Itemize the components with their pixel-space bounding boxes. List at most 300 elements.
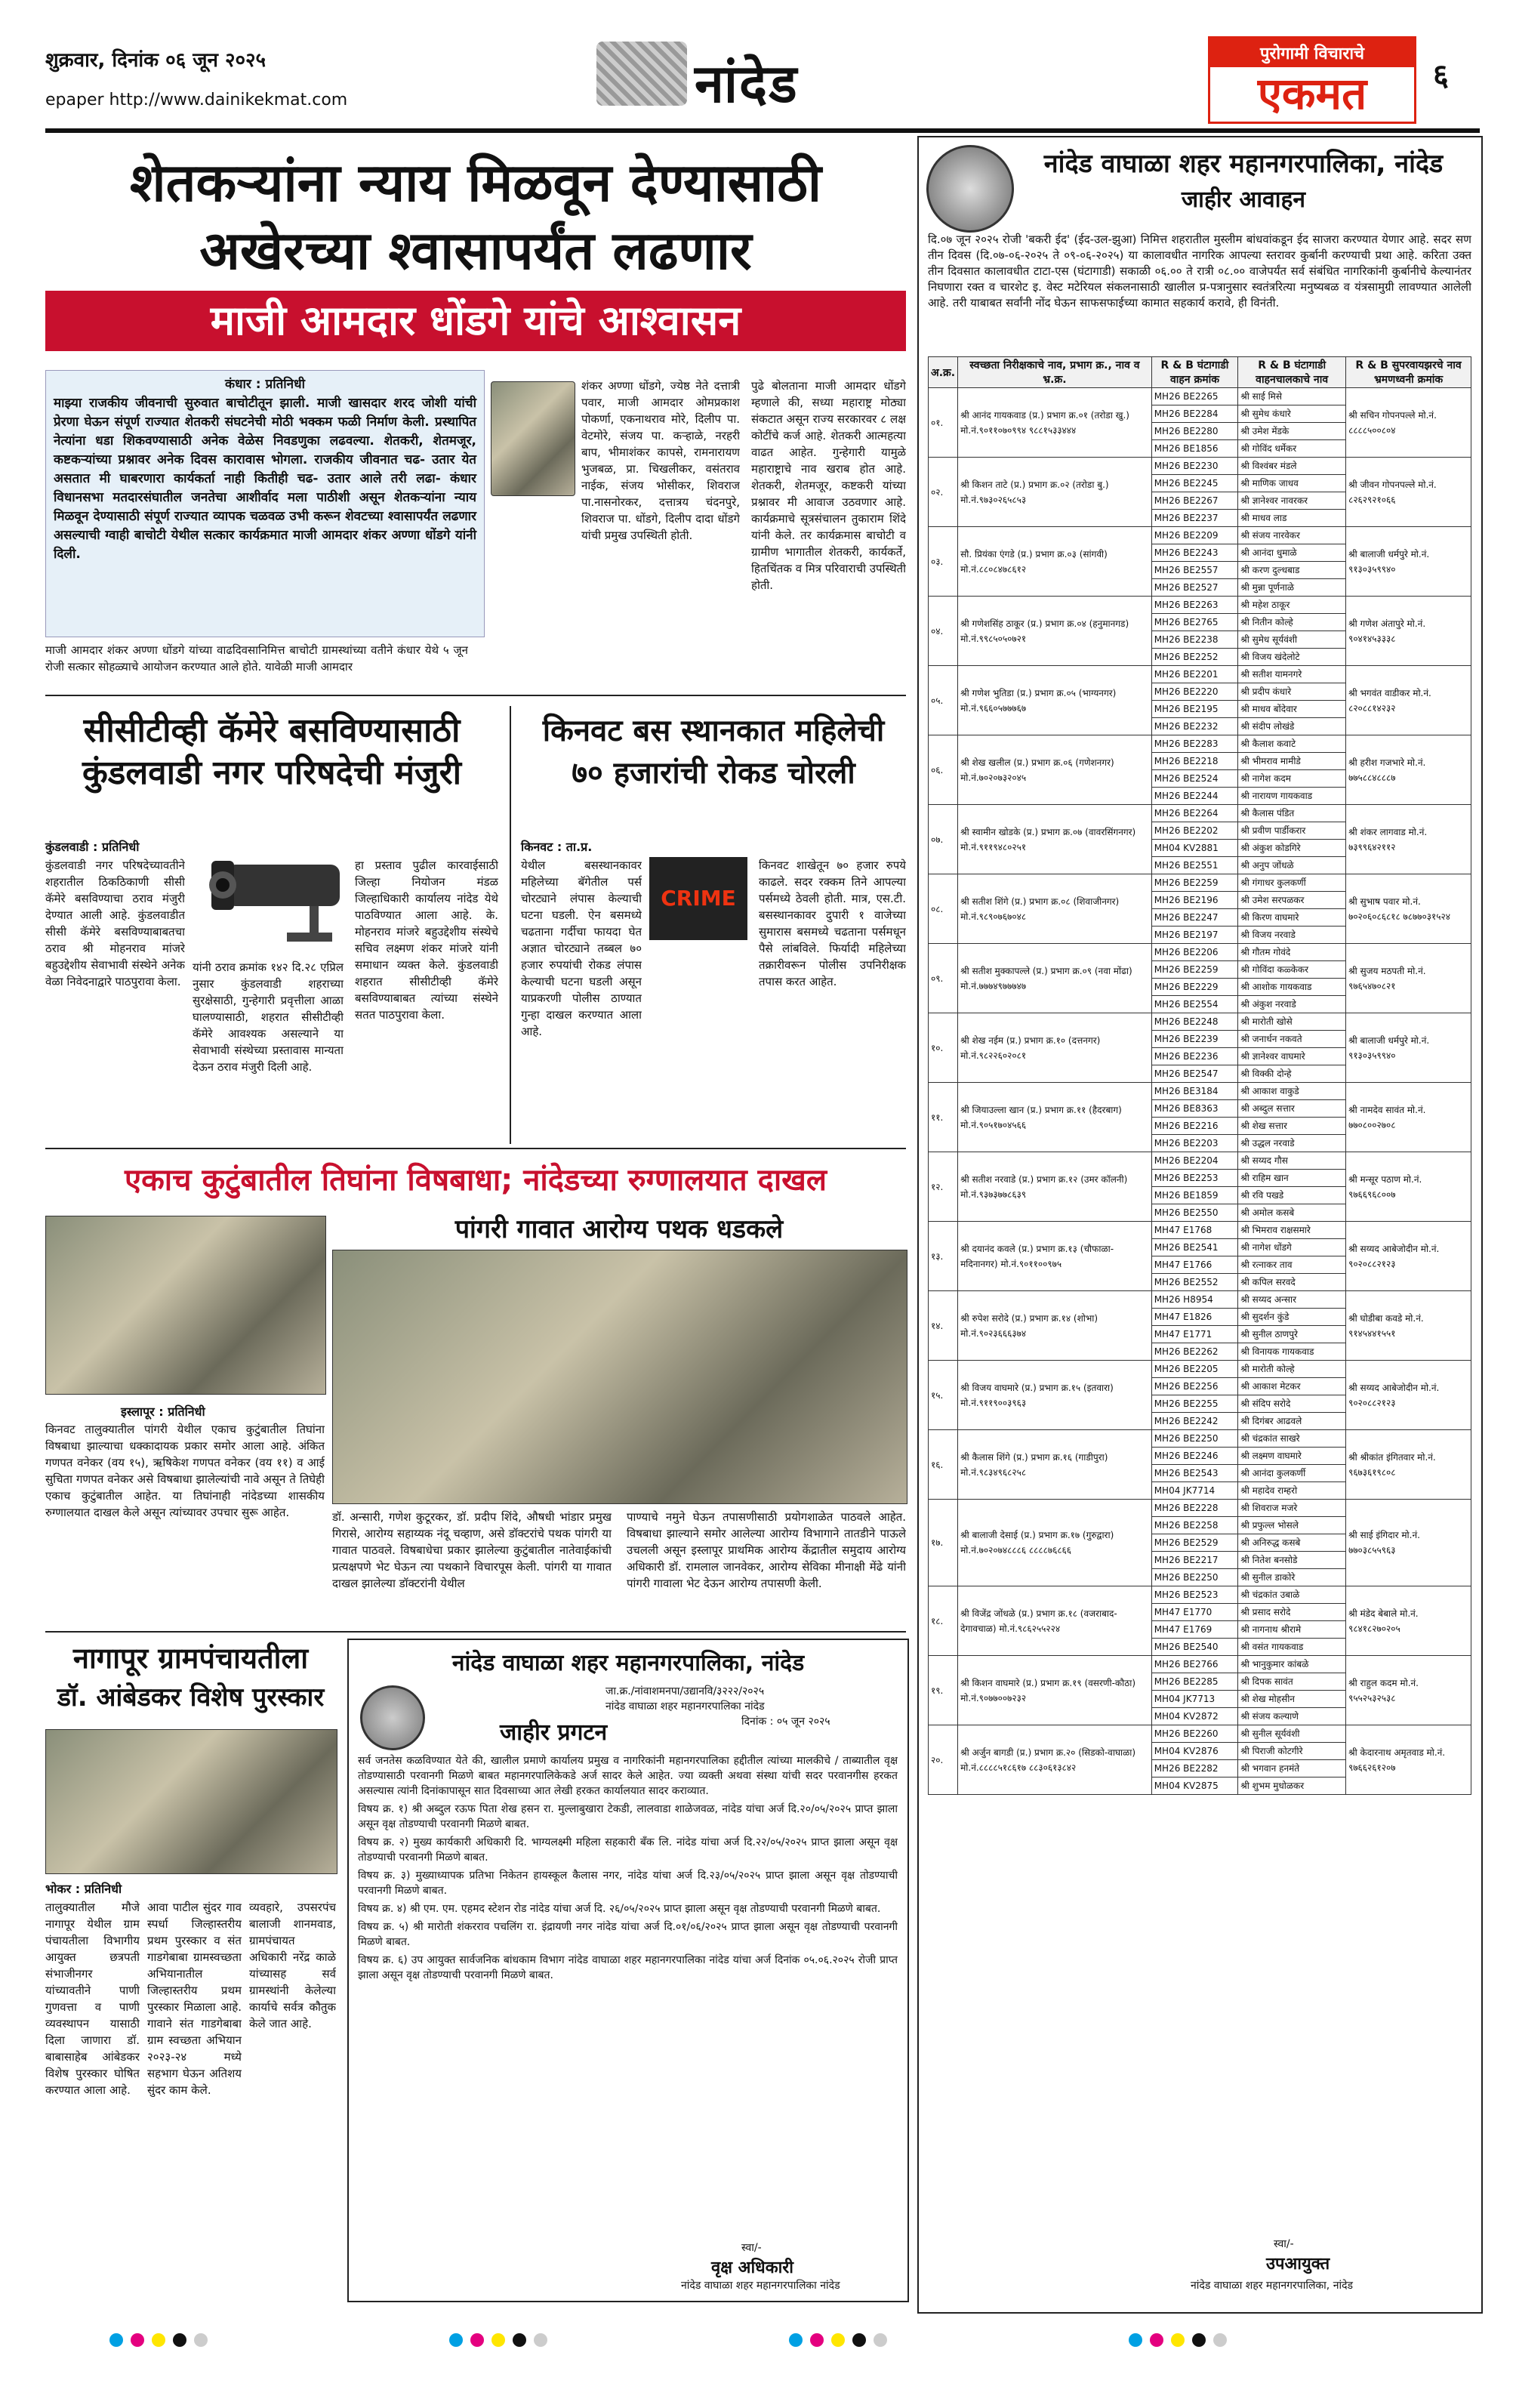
divider [510,706,511,1144]
vehicle-cell: MH26 BE2206 [1151,944,1238,961]
table-row [929,458,1471,475]
driver-cell: श्री करण दुल्धबाड [1238,562,1346,579]
vehicle-cell: MH26 BE2239 [1151,1031,1238,1048]
registration-dot [449,2333,463,2347]
inspector-cell: श्री शेख खलील (प्र.) प्रभाग क्र.०६ (गणेशनगर) मो.नं.७०२०७३२०४५ [958,735,1152,805]
vehicle-cell: MH47 E1766 [1151,1256,1238,1274]
vehicle-cell: MH26 BE2197 [1151,927,1238,944]
vehicle-cell: MH26 BE2259 [1151,874,1238,892]
vehicle-cell: MH26 BE2238 [1151,631,1238,649]
vehicle-cell: MH26 BE2541 [1151,1239,1238,1256]
vehicle-cell: MH26 BE2250 [1151,1569,1238,1586]
lead-intro-box [45,370,485,637]
table-header-cell: R & B सुपरवायझरचे नाव भ्रमणध्वनी क्रमांक [1346,357,1471,388]
corporation-seal [360,1685,425,1750]
brand-name: एकमत [1257,68,1367,119]
vehicle-cell: MH26 BE2282 [1151,1760,1238,1777]
table-header-cell: R & B घंटागाडी वाहन क्रमांक [1151,357,1238,388]
driver-cell: श्री विक्की दोन्हे [1238,1065,1346,1083]
vehicle-cell: MH26 BE2265 [1151,388,1238,405]
registration-dot [852,2333,866,2347]
tree-notice-org: नांदेड वाघाळा शहर महानगरपालिका, नांदेड [451,1650,805,1676]
supervisor-cell: श्री राहुल कदम मो.नं. ९५५२५३२५३८ [1346,1656,1471,1725]
vehicle-cell: MH26 BE3184 [1151,1083,1238,1100]
supervisor-cell: श्री भगवंत वाडीकर मो.नं. ८२०८८१४२३२ [1346,666,1471,735]
inspector-cell: श्री सतीश शिंगे (प्र.) प्रभाग क्र.०८ (शिवाजीनगर) मो.नं.९८९०७६७०४८ [958,874,1152,944]
table-row [929,1013,1471,1031]
driver-cell: श्री रत्नाकर ताव [1238,1256,1346,1274]
masthead-rule [45,128,1480,133]
city-emblem-image [596,42,687,106]
registration-dot [194,2333,208,2347]
row-number-cell: ११. [929,1083,958,1152]
tree-notice-item: विषय क्र. ६) उप आयुक्त सार्वजनिक बांधकाम विभाग नांदेड वाघाळा शहर महानगरपालिका नांदेड यांचा अर्ज दिनांक ०५.०६.२०२५ रोजी प्राप्त झाला असून वृक्ष तोडण्याची परवानगी मिळणे बाबत. [358,1954,898,1981]
driver-cell: श्री ज्ञानेश्वर वाघमारे [1238,1048,1346,1065]
driver-cell: श्री वसंत गायकवाड [1238,1639,1346,1656]
tree-notice-item: विषय क्र. २) मुख्य कार्यकारी अधिकारी दि. भाग्यलक्ष्मी महिला सहकारी बँक लि. नांदेड यांचा अर्ज दि.२२/०५/२०२५ प्राप्त झाला असून वृक्ष तोडण्याची परवानगी मिळणे बाबत. [358,1836,898,1864]
tree-notice-box [347,1639,909,2302]
vehicle-cell: MH26 BE1856 [1151,440,1238,458]
inspector-cell: श्री किशन ताटे (प्र.) प्रभाग क्र.०२ (तरोडा बु.) मो.नं.९७३०२६५८५३ [958,458,1152,527]
corporation-seal [926,145,1014,233]
row-number-cell: ०४. [929,597,958,666]
vehicle-cell: MH26 BE2252 [1151,649,1238,666]
driver-cell: श्री शेख सत्तार [1238,1118,1346,1135]
tree-notice-title: जाहीर प्रगटन [500,1719,608,1746]
driver-cell: श्री आकाश वाकुडे [1238,1083,1346,1100]
eid-notice-sign: स्वा/- [1274,2238,1294,2250]
driver-cell: श्री गोविंद धर्मेकर [1238,440,1346,458]
driver-cell: श्री गंगाधर कुलकर्णी [1238,874,1346,892]
row-number-cell: १५. [929,1361,958,1430]
vehicle-cell: MH26 BE2547 [1151,1065,1238,1083]
lead-intro: माझ्या राजकीय जीवनाची सुरुवात बाचोटीतून झाली. माजी खासदार शरद जोशी यांची प्रेरणा घेऊन संपूर्ण राज्यात शेतकरी संघटनेची मोठी भक्कम फळी निर्माण केली. प्रस्थापित नेत्यांना धडा शिकवण्यासाठी अनेक वेळेस निवडणुका लढवल्या. शेतकरी, शेतमजूर, कष्टकऱ्यांच्या प्रश्नावर अनेक दिवस कारावास भोगला. राजकीय जीवनात चढ- उतार येत असतात मी घाबरणारा कार्यकर्ता नाही कितीही चढ- उतार आले तरी लढा- कंधार विधानसभा मतदारसंघातील जनतेचा आशीर्वाद मला पाठीशी असून शेतकऱ्यांना न्याय मिळवून देण्यासाठी संपूर्ण राज्यात व्यापक चळवळ उभी करून शेवटच्या श्वासापर्यंत लढणार असल्याची ग्वाही बाचोटी येथील सत्कार कार्यक्रमात माजी आमदार शंकर अण्णा धोंडगे यांनी दिली. [54,396,476,562]
lead-body-1: माजी आमदार शंकर अण्णा धोंडगे यांच्या वाढदिवसानिमित्त बाचोटी ग्रामस्थांच्या वतीने कंधार येथे ५ जून रोजी सत्कार सोहळ्याचे आयोजन करण्यात आले होते. यावेळी माजी आमदार [45,643,468,674]
nagpur-body-3: व्यवहारे, उपसरपंच बालाजी शानमवाड, ग्रामपंचायत अधिकारी नरेंद्र काळे यांच्यासह सर्व ग्रामस्थांनी केलेल्या कार्याचे सर्वत्र कौतुक केले जात आहे. [249,1901,336,2030]
row-number-cell: १२. [929,1152,958,1222]
kinwat-headline-2: ७० हजारांची रोकड चोरली [572,756,855,791]
poison-dateline: इस्लापूर : प्रतिनिधी [121,1404,205,1419]
tree-notice-item: विषय क्र. १) श्री अब्दुल रऊफ पिता शेख हसन रा. मुल्लाबुखारा टेकडी, लालवाडा शाळेजवळ, नांदेड यांचा अर्ज दि.२०/०५/२०२५ प्राप्त झाला असून वृक्ष तोडण्याची परवानगी मिळणे बाबत. [358,1803,898,1830]
supervisor-cell: श्री सुजय मठपती मो.नं. ९७६५४७०८२१ [1346,944,1471,1013]
edition-city: नांदेड [695,53,799,115]
registration-dot [513,2333,526,2347]
driver-cell: श्री कैलाश कवाटे [1238,735,1346,753]
table-row [929,1725,1471,1743]
inspector-cell: श्री गणेश भुतिडा (प्र.) प्रभाग क्र.०५ (भाग्यनगर) मो.नं.९६६०५७७७६७ [958,666,1152,735]
vehicle-cell: MH26 BE2243 [1151,544,1238,562]
tree-notice-sign-title: वृक्ष अधिकारी [711,2258,793,2277]
driver-cell: श्री आकाश मेटकर [1238,1378,1346,1395]
tree-notice-intro: सर्व जनतेस कळविण्यात येते की, खालील प्रमाणे कार्यालय प्रमुख व नागरिकांनी महानगरपालिका हद्दीतील त्यांच्या मालकीचे / ताब्यातील वृक्ष तोडण्यासाठी परवानगी मिळणे बाबत महानगरपालिकेकडे अर्ज सादर केले आहेत. ज्या व्यक्ती अथवा संस्था यांची सदर परवानगीस हरकत असल्यास त्यांनी दिनांकापासून सात दिवसाच्या आत लेखी हरकत कार्यालयात सादर कराव्यात. [358,1755,898,1797]
vehicle-cell: MH26 BE2201 [1151,666,1238,683]
registration-dot [1129,2333,1142,2347]
nagpur-headline-1: नागापूर ग्रामपंचायतीला [72,1642,309,1675]
inspector-cell: श्री आनंद गायकवाड (प्र.) प्रभाग क्र.०१ (तरोडा खु.) मो.नं.९०११०७०९९४ ९८८१५३३४४४ [958,388,1152,458]
driver-cell: श्री भिमराव राक्षसमारे [1238,1222,1346,1239]
vehicle-cell: MH26 BE2524 [1151,770,1238,788]
supervisor-cell: श्री सचिन गोपनपल्ले मो.नं. ८८८८५००८०४ [1346,388,1471,458]
driver-cell: श्री विश्वंबर मंडले [1238,458,1346,475]
registration-dot [1150,2333,1163,2347]
driver-cell: श्री विनायक गायकवाड [1238,1343,1346,1361]
tree-notice-sign: स्वा/- [741,2242,762,2254]
driver-cell: श्री मारोती खोसे [1238,1013,1346,1031]
table-row [929,874,1471,892]
registration-dot [534,2333,547,2347]
driver-cell: श्री माधव बोंदेवार [1238,701,1346,718]
row-number-cell: ०५. [929,666,958,735]
divider [45,1631,906,1633]
driver-cell: श्री भगवान हनमंते [1238,1760,1346,1777]
eid-notice-box [917,136,1483,2314]
cctv-body-2: यांनी ठराव क्रमांक १४२ दि.२८ एप्रिल नुसार कुंडलवाडी शहराच्या सुरक्षेसाठी, गुन्हेगारी प्रवृत्तीला आळा घालण्यासाठी, शहरात सीसीटीव्ही कॅमेरे आवश्यक असल्याने या सेवाभावी संस्थेच्या प्रस्तावास मान्यता देऊन ठराव मंजुरी दिली आहे. [193,960,344,1074]
vehicle-cell: MH47 E1770 [1151,1604,1238,1621]
vehicle-cell: MH26 BE2267 [1151,492,1238,510]
driver-cell: श्री सुदर्शन कुंडे [1238,1309,1346,1326]
driver-cell: श्री सतीश यामनगरे [1238,666,1346,683]
vehicle-cell: MH26 BE2550 [1151,1204,1238,1222]
vehicle-cell: MH26 BE2766 [1151,1656,1238,1673]
vehicle-cell: MH26 BE2248 [1151,1013,1238,1031]
eid-notice-sign-title: उपआयुक्त [1266,2255,1330,2274]
driver-cell: श्री सुनील डाकोरे [1238,1569,1346,1586]
inspector-cell: श्री विजेंद्र जोंधळे (प्र.) प्रभाग क्र.१८ (वजराबाद-देगावचाळ) मो.नं.९८६२५५२२४ [958,1586,1152,1656]
tree-notice-item: विषय क्र. ४) श्री एम. एम. एहमद स्टेशन रोड नांदेड यांचा अर्ज दि. २६/०५/२०२५ प्राप्त झाला असून वृक्ष तोडण्याची परवानगी मिळणे बाबत. [358,1903,881,1915]
page-number: ६ [1433,58,1449,93]
table-row [929,1291,1471,1309]
driver-cell: श्री सुमेध सूर्यवंशी [1238,631,1346,649]
lead-body-2: शंकर अण्णा धोंडगे, ज्येष्ठ नेते दत्तात्री पवार, माजी आमदार ओमप्रकाश पोकर्णा, एकनाथराव मोरे, दिलीप पा. वेटमोरे, संजय पा. कऱ्हाळे, नरहरी बाप, भीमाशंकर कापसे, रामनारायण भुजबळ, प्रा. चिखलीकर, वसंतराव नाईक, संजय भोसीकर, शिवराज पा.नासनोरकर, दत्तात्रय चंदनपुरे, शिवराज पा. धोंडगे, दिलीप दादा धोंडगे यांची प्रमुख उपस्थिती होती. [581,379,740,542]
driver-cell: श्री विजय खंदेलोटे [1238,649,1346,666]
driver-cell: श्री माधव लाड [1238,510,1346,527]
vehicle-cell: MH26 BE2263 [1151,597,1238,614]
lead-subhead: माजी आमदार धोंडगे यांचे आश्वासन [45,291,906,351]
driver-cell: श्री महेश ठाकूर [1238,597,1346,614]
driver-cell: श्री प्रसाद सरोदे [1238,1604,1346,1621]
nagpur-body-1: तालुक्यातील मौजे नागापूर येथील ग्राम पंचायतीला विभागीय आयुक्त छत्रपती संभाजीनगर यांच्यावतीने पाणी गुणवत्ता व पाणी व्यवस्थापन यासाठी दिला जाणारा डॉ. बाबासाहेब आंबेडकर विशेष पुरस्कार घोषित करण्यात आला आहे. [45,1901,140,2097]
cctv-headline-2: कुंडलवाडी नगर परिषदेची मंजुरी [82,754,461,792]
registration-dot [152,2333,165,2347]
nagpur-headline-2: डॉ. आंबेडकर विशेष पुरस्कार [57,1682,325,1713]
vehicle-cell: MH26 BE2523 [1151,1586,1238,1604]
vehicle-cell: MH26 BE2232 [1151,718,1238,735]
epaper-url[interactable]: epaper http://www.dainikekmat.com [45,91,348,109]
tree-notice-item: विषय क्र. ५) श्री मारोती शंकरराव पचलिंग रा. इंद्रायणी नगर नांदेड यांचा अर्ज दि.०१/०६/२०२५ प्राप्त झाला असून वृक्ष तोडण्याची परवानगी मिळणे बाबत. [358,1921,898,1948]
issue-date: शुक्रवार, दिनांक ०६ जून २०२५ [45,49,267,72]
driver-cell: श्री माणिक जाधव [1238,475,1346,492]
row-number-cell: १६. [929,1430,958,1500]
table-row [929,1152,1471,1170]
vehicle-cell: MH26 BE8363 [1151,1100,1238,1118]
kinwat-headline-1: किनवट बस स्थानकात महिलेची [542,714,885,748]
registration-dot [1171,2333,1185,2347]
table-row [929,944,1471,961]
vehicle-cell: MH26 BE2255 [1151,1395,1238,1413]
poison-photo-1 [45,1216,326,1395]
driver-cell: श्री संजय नारवेकर [1238,527,1346,544]
row-number-cell: १९. [929,1656,958,1725]
driver-cell: श्री पिराजी कोटगीरे [1238,1743,1346,1760]
driver-cell: श्री चंद्रकांत साखरे [1238,1430,1346,1448]
driver-cell: श्री शिवराज मजरे [1238,1500,1346,1517]
driver-cell: श्री नारायण गायकवाड [1238,788,1346,805]
vehicle-cell: MH26 BE2262 [1151,1343,1238,1361]
vehicle-cell: MH47 E1768 [1151,1222,1238,1239]
driver-cell: श्री आनंदा धुमाळे [1238,544,1346,562]
registration-dot [109,2333,123,2347]
cctv-dateline: कुंडलवाडी : प्रतिनिधी [45,840,140,854]
vehicle-cell: MH04 KV2876 [1151,1743,1238,1760]
driver-cell: श्री उद्धल नरवाडे [1238,1135,1346,1152]
vehicle-cell: MH26 H8954 [1151,1291,1238,1309]
supervisor-cell: श्री बालाजी धर्मपुरे मो.नं. ९१३०३५९९४० [1346,1013,1471,1083]
lead-headline-1: शेतकऱ्यांना न्याय मिळवून देण्यासाठी [129,152,822,214]
vehicle-cell: MH26 BE2242 [1151,1413,1238,1430]
vehicle-cell: MH04 JK7714 [1151,1482,1238,1500]
driver-cell: श्री दिगंबर आढवले [1238,1413,1346,1430]
driver-cell: श्री मारोती कोल्हे [1238,1361,1346,1378]
vehicle-cell: MH26 BE2554 [1151,996,1238,1013]
lead-body-3: पुढे बोलताना माजी आमदार धोंडगे म्हणाले की, सध्या महाराष्ट्र मोठ्या संकटात असून राज्य सरकारवर ८ लक्ष कोटींचे कर्ज आहे. शेतकरी आत्महत्या वाढत आहेत. गुन्हेगारी यामुळे महाराष्ट्राचे नाव खराब होत आहे. शेतकरी, शेतमजूर, कष्टकरी यांच्या प्रश्नावर मी आवाज उठवणार आहे. कार्यक्रमाचे सूत्रसंचालन तुकाराम शिंदे यांनी केले. तर कार्यक्रमास बाचोटी व ग्रामीण भागातील शेतकरी, कार्यकर्ते, हितचिंतक व मित्र परिवाराची उपस्थिती होती. [751,379,906,592]
cctv-body-1: कुंडलवाडी नगर परिषदेच्यावतीने शहरातील ठिकठिकाणी सीसी कॅमेरे बसविण्याचा ठराव मंजुरी देण्यात आली आहे. कुंडलवाडीत सीसी कॅमेरे बसविण्याबाबतचा ठराव श्री मोहनराव मांजरे बहुउद्देशीय सेवाभावी संस्थेने अनेक वेळा निवेदनाद्वारे पाठपुरावा केला. [45,859,185,988]
driver-cell: श्री सुनील सूर्यवंशी [1238,1725,1346,1743]
driver-cell: श्री नितीन कोल्हे [1238,614,1346,631]
row-number-cell: ०७. [929,805,958,874]
vehicle-cell: MH26 BE2551 [1151,857,1238,874]
vehicle-cell: MH26 BE2280 [1151,423,1238,440]
driver-cell: श्री रवि पखडे [1238,1187,1346,1204]
table-header-cell: R & B घंटागाडी वाहनचालकाचे नाव [1238,357,1346,388]
supervisor-cell: श्री घोडीबा कवडे मो.नं. ९१४५४४१५५१ [1346,1291,1471,1361]
driver-cell: श्री सय्यद गौस [1238,1152,1346,1170]
driver-cell: श्री आशोक गायकवाड [1238,979,1346,996]
poison-headline: एकाच कुटुंबातील तिघांना विषबाधा; नांदेडच्या रुग्णालयात दाखल [124,1163,827,1198]
inspector-cell: श्री किशन वाघमारे (प्र.) प्रभाग क्र.१९ (वसरणी-कौठा) मो.नं.९०७७००७२३२ [958,1656,1152,1725]
inspector-cell: श्री विजय वाघमारे (प्र.) प्रभाग क्र.१५ (इतवारा) मो.नं.९११९००३९६३ [958,1361,1152,1430]
vehicle-cell: MH26 BE2552 [1151,1274,1238,1291]
vehicle-cell: MH47 E1771 [1151,1326,1238,1343]
supervisor-cell: श्री हरीश गजभारे मो.नं. ७७५८८४८८८७ [1346,735,1471,805]
row-number-cell: १०. [929,1013,958,1083]
inspector-cell: सौ. प्रियंका एंगडे (प्र.) प्रभाग क्र.०३ (सांगवी) मो.नं.८८०८४७८६१२ [958,527,1152,597]
table-header-cell: स्वच्छता निरीक्षकाचे नाव, प्रभाग क्र., नाव व भ्र.क्र. [958,357,1152,388]
driver-cell: श्री सय्यद अन्सार [1238,1291,1346,1309]
supervisor-cell: श्री मन्सूर पठाण मो.नं. ९७६६९६८००७ [1346,1152,1471,1222]
vehicle-cell: MH26 BE2250 [1151,1430,1238,1448]
table-row [929,666,1471,683]
nagpur-dateline: भोकर : प्रतिनिधी [45,1882,122,1896]
driver-cell: श्री सुनील ठाणपुरे [1238,1326,1346,1343]
driver-cell: श्री नागेश कदम [1238,770,1346,788]
vehicle-cell: MH26 BE2283 [1151,735,1238,753]
row-number-cell: ०२. [929,458,958,527]
vehicle-cell: MH26 BE2236 [1151,1048,1238,1065]
print-registration-marks [106,2333,1465,2350]
driver-cell: श्री किरण वाघमारे [1238,909,1346,927]
vehicle-cell: MH26 BE2543 [1151,1465,1238,1482]
kinwat-body-2: किनवट शाखेतून ७० हजार रुपये काढले. सदर रक्कम तिने आपल्या पर्समध्ये ठेवली होती. मात्र, एस.टी. बसस्थानकावर दुपारी १ वाजेच्या सुमारास बसमध्ये चढताना पर्समधून पैसे लांबविले. फिर्यादी महिलेच्या तक्रारीवरून पोलीस उपनिरीक्षक तपास करत आहेत. [759,859,906,988]
supervisor-cell: श्री नामदेव सावंत मो.नं. ७७०८००२७०८ [1346,1083,1471,1152]
vehicle-cell: MH26 BE2220 [1151,683,1238,701]
vehicle-cell: MH26 BE2218 [1151,753,1238,770]
vehicle-cell: MH26 BE1859 [1151,1187,1238,1204]
registration-dot [789,2333,803,2347]
inspector-cell: श्री अर्जुन बागडी (प्र.) प्रभाग क्र.२० (सिडको-वाघाळा) मो.नं.८८८८५१८६१७ ८८३०६१३८४२ [958,1725,1152,1795]
driver-cell: श्री आनंदा कुलकर्णी [1238,1465,1346,1482]
supervisor-cell: श्री सय्यद आबेजोदीन मो.नं. ९०२०८८२१२३ [1346,1361,1471,1430]
vehicle-cell: MH26 BE2202 [1151,822,1238,840]
vehicle-cell: MH26 BE2237 [1151,510,1238,527]
table-row [929,1361,1471,1378]
driver-cell: श्री जनार्धन नकवते [1238,1031,1346,1048]
row-number-cell: १३. [929,1222,958,1291]
cctv-camera-image [196,838,347,951]
vehicle-cell: MH47 E1826 [1151,1309,1238,1326]
driver-cell: श्री लक्ष्मण वाघमारे [1238,1448,1346,1465]
inspector-cell: श्री स्वामीन खोडके (प्र.) प्रभाग क्र.०७ (वावरसिंगनगर) मो.नं.९११९४८०२५१ [958,805,1152,874]
nagpur-photo [45,1729,337,1874]
vehicle-cell: MH04 JK7713 [1151,1691,1238,1708]
row-number-cell: १८. [929,1586,958,1656]
driver-cell: श्री नितेश बनसोडे [1238,1552,1346,1569]
vehicle-cell: MH26 BE2765 [1151,614,1238,631]
supervisor-cell: श्री शंकर लागवाड मो.नं. ७३९९६४२११२ [1346,805,1471,874]
driver-cell: श्री शेख मोहसीन [1238,1691,1346,1708]
driver-cell: श्री शुभम मुधोळकर [1238,1777,1346,1795]
vehicle-cell: MH04 KV2875 [1151,1777,1238,1795]
cctv-headline-1: सीसीटीव्ही कॅमेरे बसविण्यासाठी [83,711,461,750]
registration-dot [831,2333,845,2347]
eid-schedule-table [928,356,1471,1795]
poison-photo-2 [332,1250,907,1504]
table-row [929,1222,1471,1239]
lead-dateline: कंधार : प्रतिनिधी [225,377,305,392]
table-row [929,1586,1471,1604]
eid-notice-title: जाहीर आवाहन [1181,187,1306,213]
supervisor-cell: श्री गणेश अंतापुरे मो.नं. ९०४१४५३३३८ [1346,597,1471,666]
lead-headline-2: अखेरच्या श्वासापर्यंत लढणार [199,220,752,282]
crime-graphic: CRIME [649,857,747,940]
driver-cell: श्री नागनाथ श्रीरामे [1238,1621,1346,1639]
table-row [929,388,1471,405]
vehicle-cell: MH04 KV2881 [1151,840,1238,857]
inspector-cell: श्री गणेशसिंह ठाकूर (प्र.) प्रभाग क्र.०४ (हनुमानगड) मो.नं.९९८५०५०७२१ [958,597,1152,666]
supervisor-cell: श्री मंडेद बेबाले मो.नं. ९८४१८२७०२०५ [1346,1586,1471,1656]
supervisor-cell: श्री बालाजी धर्मपुरे मो.नं. ९१३०३५९९४० [1346,527,1471,597]
driver-cell: श्री उमेश मेंडके [1238,423,1346,440]
vehicle-cell: MH26 BE2557 [1151,562,1238,579]
row-number-cell: १४. [929,1291,958,1361]
driver-cell: श्री मुन्ना पूर्णनाळे [1238,579,1346,597]
table-row [929,1656,1471,1673]
driver-cell: श्री दिपक सावंत [1238,1673,1346,1691]
table-row [929,1430,1471,1448]
driver-cell: श्री संदीप लोखंडे [1238,718,1346,735]
poison-subhead: पांगरी गावात आरोग्य पथक धडकले [454,1214,784,1244]
tree-notice-ref2: नांदेड वाघाळा शहर महानगरपालिका नांदेड [605,1700,765,1713]
vehicle-cell: MH26 BE2246 [1151,1448,1238,1465]
supervisor-cell: श्री सय्यद आबेजोदीन मो.नं. ९०२०८८२१२३ [1346,1222,1471,1291]
vehicle-cell: MH26 BE2195 [1151,701,1238,718]
table-row [929,527,1471,544]
inspector-cell: श्री रुपेश सरोदे (प्र.) प्रभाग क्र.१४ (शोभा) मो.नं.९०२३६६६३७४ [958,1291,1152,1361]
vehicle-cell: MH26 BE2244 [1151,788,1238,805]
kinwat-dateline: किनवट : ता.प्र. [521,840,593,854]
table-row [929,1500,1471,1517]
row-number-cell: ०८. [929,874,958,944]
driver-cell: श्री अंकुश कोडगिरे [1238,840,1346,857]
vehicle-cell: MH26 BE2253 [1151,1170,1238,1187]
driver-cell: श्री संजय कल्याणे [1238,1708,1346,1725]
inspector-cell: श्री शेख नईम (प्र.) प्रभाग क्र.१० (दत्तनगर) मो.नं.९८२२६०२०८१ [958,1013,1152,1083]
driver-cell: श्री प्रदीप कंधारे [1238,683,1346,701]
row-number-cell: १७. [929,1500,958,1586]
table-row [929,1083,1471,1100]
registration-dot [491,2333,505,2347]
vehicle-cell: MH26 BE2216 [1151,1118,1238,1135]
vehicle-cell: MH26 BE2540 [1151,1639,1238,1656]
driver-cell: श्री महादेव राम्हरो [1238,1482,1346,1500]
driver-cell: श्री उमेश सरपळकर [1238,892,1346,909]
registration-dot [874,2333,887,2347]
driver-cell: श्री प्रफुल्ल भोसले [1238,1517,1346,1534]
leader-portrait [491,381,575,496]
brand-logo [1208,36,1416,124]
table-header-cell: अ.क्र. [929,357,958,388]
divider [45,695,906,696]
vehicle-cell: MH26 BE2264 [1151,805,1238,822]
tree-notice-body [358,1753,898,2237]
vehicle-cell: MH26 BE2285 [1151,1673,1238,1691]
driver-cell: श्री नागेश धोंडगे [1238,1239,1346,1256]
inspector-cell: श्री जियाउल्ला खान (प्र.) प्रभाग क्र.११ (हैदरबाग) मो.नं.९०५१७०४५६६ [958,1083,1152,1152]
tree-notice-date: दिनांक : ०५ जून २०२५ [741,1716,830,1728]
driver-cell: श्री अनिरुद्ध कसबे [1238,1534,1346,1552]
supervisor-cell: श्री जीवन गोपनपल्ले मो.नं. ८२६२९२१०६६ [1346,458,1471,527]
supervisor-cell: श्री केदारनाथ अमृतवाड मो.नं. ९७६६२६१२०७ [1346,1725,1471,1795]
kinwat-body-2a [649,948,747,1140]
supervisor-cell: श्री श्रीकांत इंगितवार मो.नं. ९६७३६१९८०८ [1346,1430,1471,1500]
nagpur-body-2: आवा पाटील सुंदर गाव स्पर्धा जिल्हास्तरीय प्रथम पुरस्कार व संत गाडगेबाबा ग्रामस्वच्छता अभियानातील जिल्हास्तरीय प्रथम पुरस्कार मिळाला आहे. गावाने संत गाडगेबाबा ग्राम स्वच्छता अभियान २०२३-२४ मध्ये सहभाग घेऊन अतिशय सुंदर काम केले. [147,1901,242,2097]
vehicle-cell: MH26 BE2529 [1151,1534,1238,1552]
registration-dot [810,2333,824,2347]
driver-cell: श्री ज्ञानेश्वर नावरकर [1238,492,1346,510]
registration-dot [1192,2333,1206,2347]
registration-dot [1213,2333,1227,2347]
eid-notice-body: दि.०७ जून २०२५ रोजी 'बकरी ईद' (ईद-उल-झुआ) निमित्त शहरातील मुस्लीम बांधवांकडून ईद साजरा करण्यात येणार आहे. सदर सण तीन दिवस (दि.०७-०६-२०२५ ते ०९-०६-२०२५) या कालावधीत नागरिक आपल्या स्तरावर कुर्बानी करण्याची प्रथा आहे. करिता उक्त तीन दिवसात कालावधीत टाटा-एस (घंटागाडी) सकाळी ०६.०० ते रात्री ०८.०० वाजेपर्यंत सर्व संबंधित नागरिकांनी कुर्बानीचे केल्यानंतर निघणारा रक्त व चारशेट इ. वेस्ट मटेरियल संकलनासाठी खालील प्र-पत्रानुसार स्वतंत्ररित्या मनुष्यबळ व यंत्रसामुग्री लावण्यात आलेली आहे. तरी याबाबत सर्वांनी नोंद घेऊन साफसफाईच्या कामात सहकार्य करावे, ही विनंती. [928,233,1471,310]
inspector-cell: श्री बालाजी देसाई (प्र.) प्रभाग क्र.१७ (गुरुद्वारा) मो.नं.७०२०७४८८८६ ८८८८७६८६६ [958,1500,1152,1586]
driver-cell: श्री राहिम खान [1238,1170,1346,1187]
vehicle-cell: MH26 BE2258 [1151,1517,1238,1534]
cctv-body-3: हा प्रस्ताव पुढील कारवाईसाठी जिल्हा नियोजन मंडळ जिल्हाधिकारी कार्यालय नांदेड येथे पाठविण्यात आला आहे. के. मोहनराव मांजरे बहुउद्देशीय संस्थेचे सचिव लक्ष्मण शंकर मांजरे यांनी समाधान व्यक्त केले. कुंडलवाडी शहरात सीसीटीव्ही कॅमेरे बसविण्याबाबत त्यांच्या संस्थेने सतत पाठपुरावा केला. [355,859,498,1022]
row-number-cell: २०. [929,1725,958,1795]
vehicle-cell: MH04 KV2872 [1151,1708,1238,1725]
driver-cell: श्री अमोल कसबे [1238,1204,1346,1222]
vehicle-cell: MH26 BE2228 [1151,1500,1238,1517]
poison-body-2: डॉ. अन्सारी, गणेश कुटूरकर, डॉ. प्रदीप शिंदे, औषधी भांडार प्रमुख गिरासे, आरोग्य सहाय्यक नंदू चव्हाण, असे डॉक्टरांचे पथक पांगरी या गावात पाठवले. विषबाधेचा प्रकार झालेल्या कुटुंबातील नातेवाईकांची प्रत्यक्षपणे भेट घेऊन त्या पथकाने विचारपूस केली. पांगरी या गावात दाखल झालेल्या डॉक्टरांनी येथील [332,1510,612,1590]
driver-cell: श्री विजय नरवाडे [1238,927,1346,944]
driver-cell: श्री चंद्रकांत उबाळे [1238,1586,1346,1604]
divider [45,1148,906,1149]
vehicle-cell: MH26 BE2209 [1151,527,1238,544]
vehicle-cell: MH26 BE2259 [1151,961,1238,979]
driver-cell: श्री सुमेध कंधारे [1238,405,1346,423]
inspector-cell: श्री सतीश मुक्कापल्ले (प्र.) प्रभाग क्र.०९ (नवा मोंढा) मो.नं.७७७४९७७७४७ [958,944,1152,1013]
driver-cell: श्री अब्दुल सत्तार [1238,1100,1346,1118]
vehicle-cell: MH26 BE2196 [1151,892,1238,909]
vehicle-cell: MH26 BE2230 [1151,458,1238,475]
